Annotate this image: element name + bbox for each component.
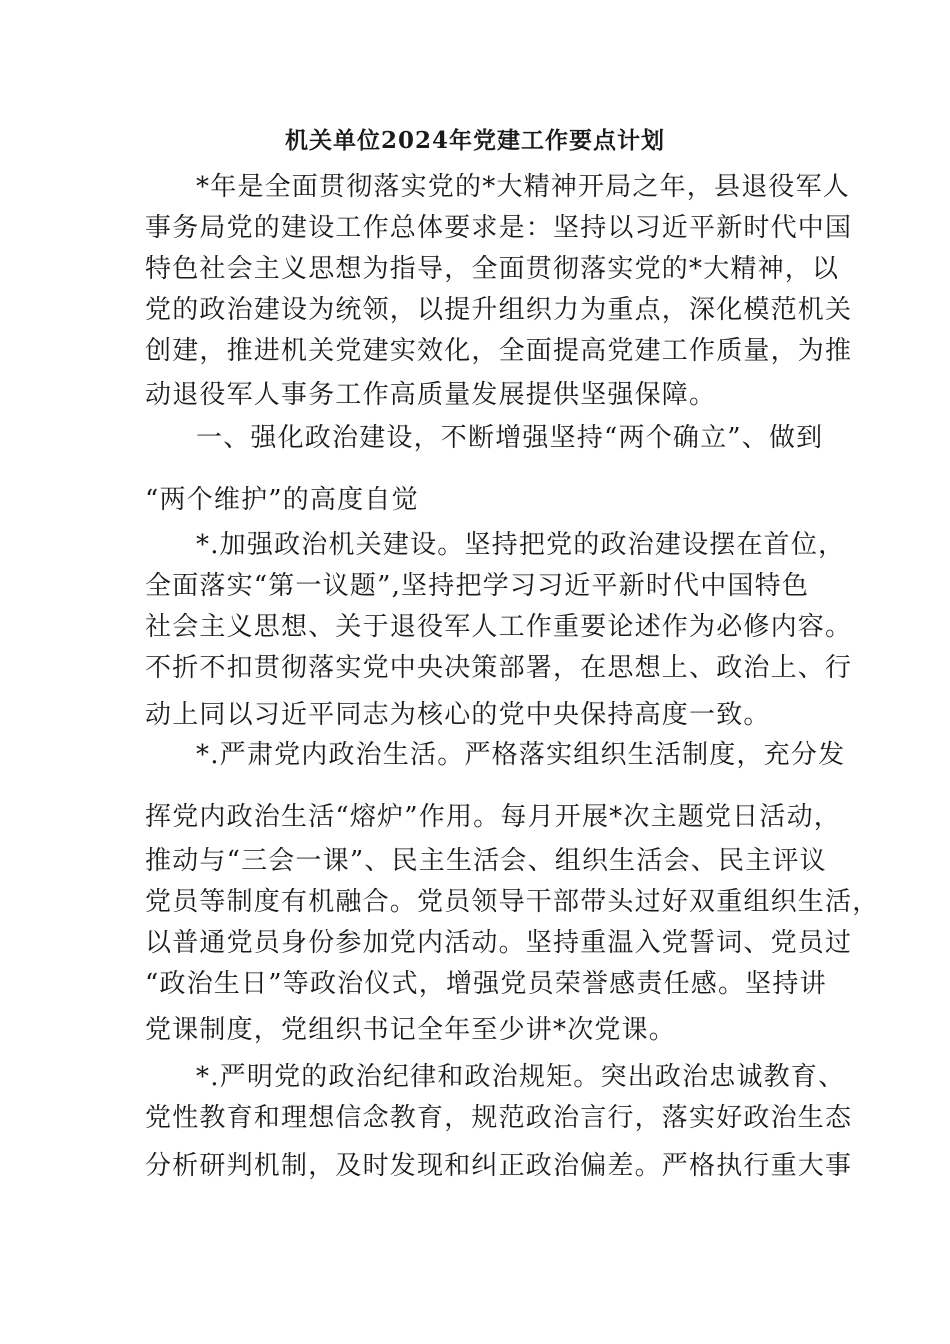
body-line: 党员等制度有机融合。党员领导干部带头过好双重组织生活， — [145, 887, 880, 917]
body-line: 特色社会主义思想为指导，全面贯彻落实党的*大精神，以 — [145, 254, 840, 284]
body-line: “政治生日”等政治仪式，增强党员荣誉感责任感。坚持讲 — [145, 969, 827, 999]
body-line: 社会主义思想、关于退役军人工作重要论述作为必修内容。 — [145, 612, 853, 642]
body-line: 动上同以习近平同志为核心的党中央保持高度一致。 — [145, 700, 771, 730]
body-line: 党性教育和理想信念教育，规范政治言行，落实好政治生态 — [145, 1103, 853, 1133]
body-line: 动退役军人事务工作高质量发展提供坚强保障。 — [145, 380, 717, 410]
body-line: 推动与“三会一课”、民主生活会、组织生活会、民主评议 — [145, 846, 827, 876]
section-heading-line: “两个维护”的高度自觉 — [145, 485, 419, 515]
body-line: 分析研判机制，及时发现和纠正政治偏差。严格执行重大事 — [145, 1151, 853, 1181]
body-line: *.严肃党内政治生活。严格落实组织生活制度，充分发 — [196, 740, 846, 770]
body-line: 挥党内政治生活“熔炉”作用。每月开展*次主题党日活动， — [145, 802, 841, 832]
section-heading-line: 一、强化政治建设，不断增强坚持“两个确立”、做到 — [196, 423, 824, 453]
body-line: 以普通党员身份参加党内活动。坚持重温入党誓词、党员过 — [145, 928, 853, 958]
body-line: 党课制度，党组织书记全年至少讲*次党课。 — [145, 1015, 677, 1045]
document-title: 机关单位2024年党建工作要点计划 — [284, 127, 665, 154]
body-line: 创建，推进机关党建实效化，全面提高党建工作质量，为推 — [145, 336, 853, 366]
body-line: 全面落实“第一议题”,坚持把学习习近平新时代中国特色 — [145, 571, 810, 601]
body-line: *.严明党的政治纪律和政治规矩。突出政治忠诚教育、 — [196, 1062, 846, 1092]
body-line: 事务局党的建设工作总体要求是：坚持以习近平新时代中国 — [145, 213, 853, 243]
body-line: *年是全面贯彻落实党的*大精神开局之年，县退役军人 — [196, 172, 851, 202]
body-line: 党的政治建设为统领，以提升组织力为重点，深化模范机关 — [145, 295, 853, 325]
body-line: 不折不扣贯彻落实党中央决策部署，在思想上、政治上、行 — [145, 653, 853, 683]
body-line: *.加强政治机关建设。坚持把党的政治建设摆在首位， — [196, 530, 846, 560]
